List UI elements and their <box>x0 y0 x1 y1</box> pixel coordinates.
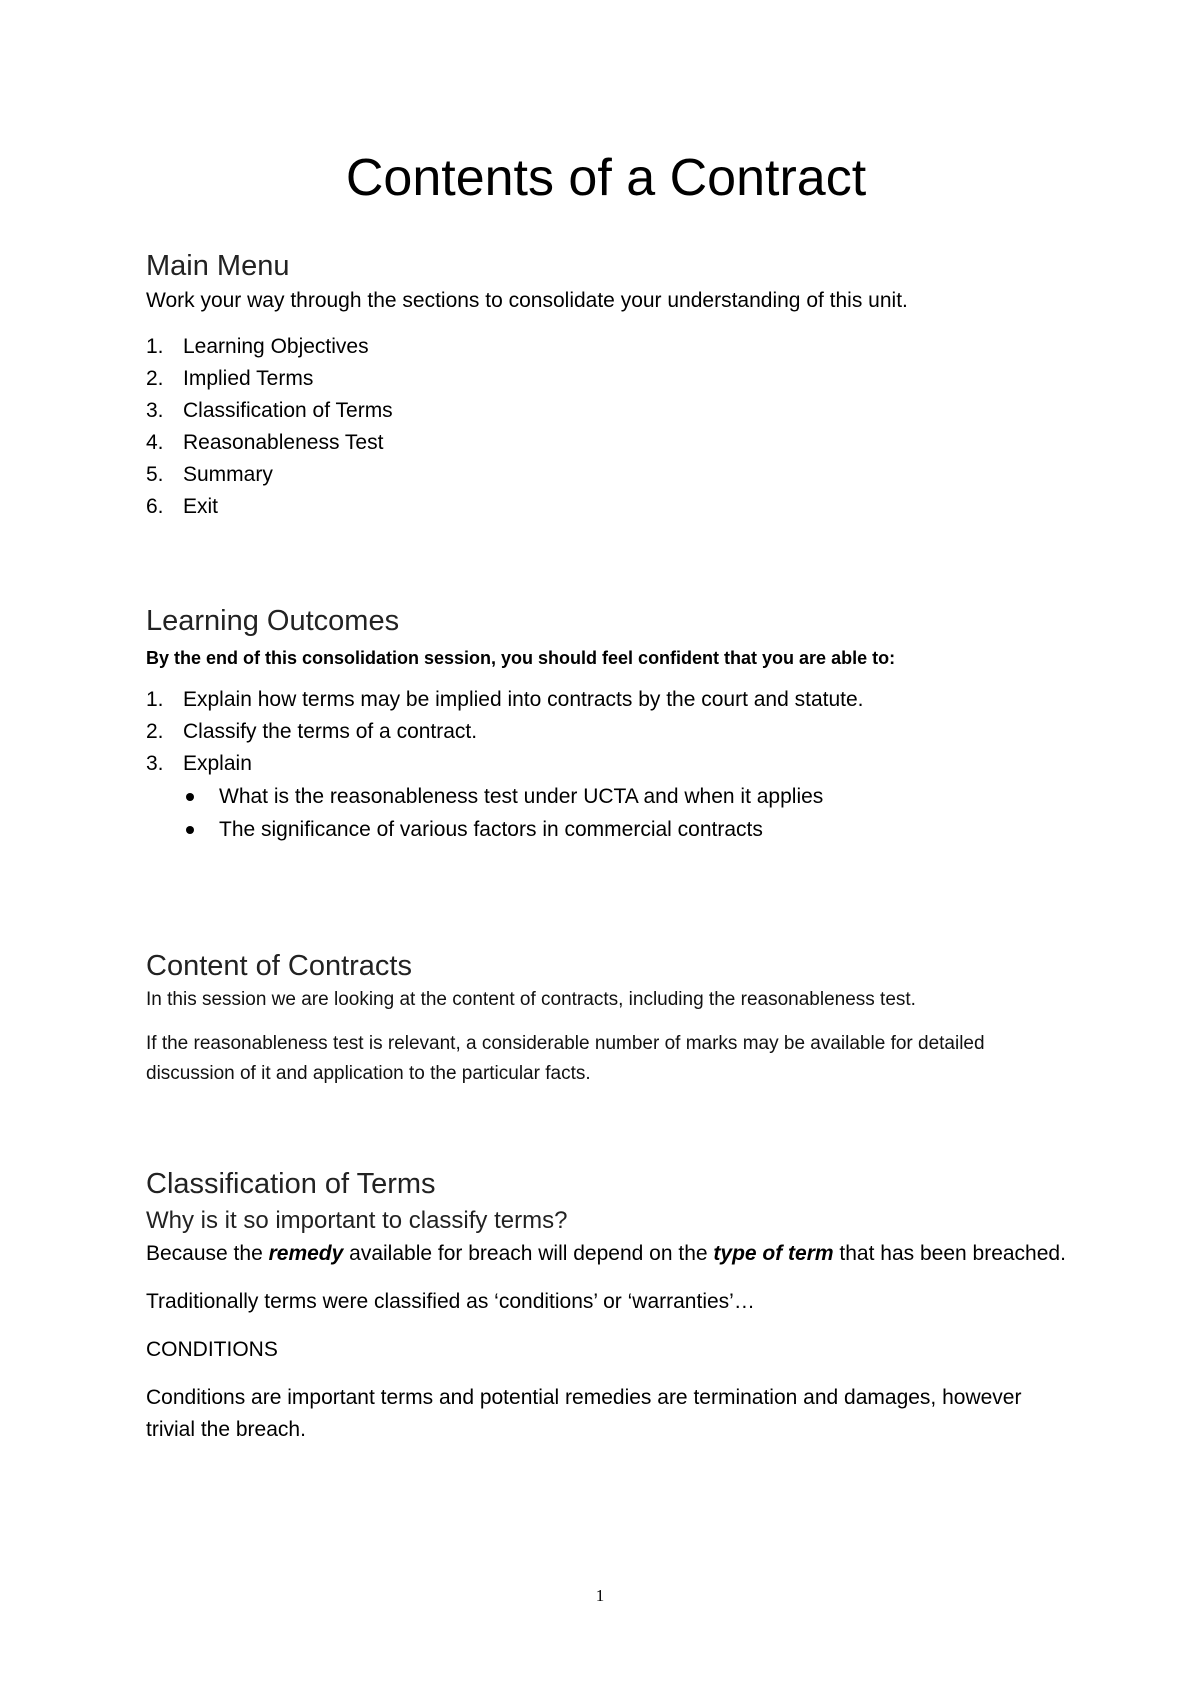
content-paragraph: If the reasonableness test is relevant, a considerable number of marks may be available for detailed discussion of it and application to the particular facts. <box>146 1033 985 1085</box>
outcome-label: Explain <box>183 752 252 776</box>
main-menu-section <box>146 250 1066 523</box>
outcome-label: Classify the terms of a contract. <box>183 720 478 744</box>
outcome-item <box>146 716 1066 748</box>
menu-item-label: Classification of Terms <box>183 399 393 423</box>
outcome-item <box>146 748 1066 780</box>
content-of-contracts-heading: Content of Contracts <box>146 950 412 982</box>
outcome-bullet: What is the reasonableness test under UCTA and when it applies <box>183 780 1066 813</box>
menu-item-exit[interactable] <box>146 491 1066 523</box>
learning-outcomes-list <box>146 684 1066 780</box>
classification-paragraph: Conditions are important terms and potential remedies are termination and damages, however trivial the breach. <box>146 1386 1022 1442</box>
classification-paragraph: Traditionally terms were classified as ‘conditions’ or ‘warranties’… <box>146 1290 755 1314</box>
menu-item-label: Learning Objectives <box>183 335 369 359</box>
menu-item-label: Exit <box>183 495 219 519</box>
menu-item-summary[interactable] <box>146 459 1066 491</box>
conditions-label: CONDITIONS <box>146 1338 278 1362</box>
menu-item-reasonableness-test[interactable] <box>146 427 1066 459</box>
outcome-label: Explain how terms may be implied into contracts by the court and statute. <box>183 688 864 712</box>
list-number: 1. <box>146 688 164 712</box>
list-number: 3. <box>146 399 164 423</box>
classification-section <box>146 1168 1066 1446</box>
outcome-item <box>146 684 1066 716</box>
classification-paragraph <box>146 1238 1066 1270</box>
content-paragraph: In this session we are looking at the content of contracts, including the reasonableness test. <box>146 989 916 1011</box>
classification-subheading: Why is it so important to classify terms? <box>146 1207 568 1235</box>
menu-item-classification-of-terms[interactable] <box>146 395 1066 427</box>
learning-outcomes-intro: By the end of this consolidation session, you should feel confident that you are able to: <box>146 648 896 669</box>
list-number: 2. <box>146 720 164 744</box>
main-menu-list <box>146 331 1066 523</box>
outcome-bullet: The significance of various factors in commercial contracts <box>183 813 1066 846</box>
list-number: 2. <box>146 367 164 391</box>
menu-item-learning-objectives[interactable] <box>146 331 1066 363</box>
list-number: 4. <box>146 431 164 455</box>
learning-outcomes-section <box>146 605 1066 846</box>
text-run: that has been breached. <box>833 1242 1066 1266</box>
text-run: Because the <box>146 1242 269 1266</box>
list-number: 3. <box>146 752 164 776</box>
classification-heading: Classification of Terms <box>146 1168 436 1200</box>
emphasis-type-of-term: type of term <box>713 1242 834 1266</box>
text-run: available for breach will depend on the <box>343 1242 714 1266</box>
content-of-contracts-section <box>146 950 1066 1089</box>
outcome-bullets <box>146 780 1066 846</box>
main-menu-heading: Main Menu <box>146 250 290 282</box>
learning-outcomes-heading: Learning Outcomes <box>146 605 400 637</box>
menu-item-label: Reasonableness Test <box>183 431 384 455</box>
document-title: Contents of a Contract <box>345 149 867 207</box>
menu-item-implied-terms[interactable] <box>146 363 1066 395</box>
emphasis-remedy: remedy <box>268 1242 344 1266</box>
list-number: 1. <box>146 335 164 359</box>
menu-item-label: Implied Terms <box>183 367 314 391</box>
menu-item-label: Summary <box>183 463 273 487</box>
list-number: 5. <box>146 463 164 487</box>
main-menu-intro: Work your way through the sections to consolidate your understanding of this unit. <box>146 289 908 313</box>
page-number: 1 <box>595 1586 605 1605</box>
list-number: 6. <box>146 495 164 519</box>
